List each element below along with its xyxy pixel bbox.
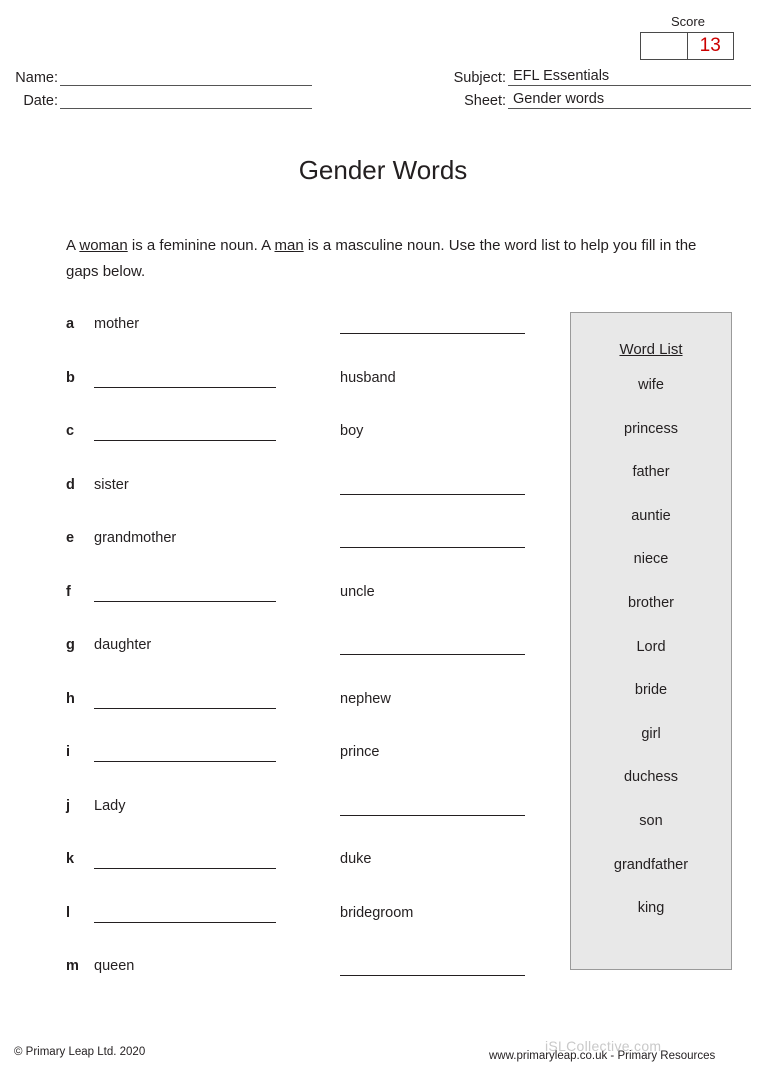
intro-text — [66, 233, 714, 285]
name-input[interactable] — [60, 68, 312, 86]
exercise-letter: i — [66, 744, 71, 760]
sheet-field-row — [443, 91, 751, 109]
footer-copyright: © Primary Leap Ltd. 2020 — [14, 1046, 146, 1058]
word-list-item: son — [639, 812, 663, 829]
subject-label: Subject: — [453, 70, 506, 86]
exercise-blank-right[interactable] — [340, 314, 525, 334]
sheet-value: Gender words — [513, 91, 605, 107]
word-list-item: auntie — [631, 507, 671, 524]
word-list-item: grandfather — [613, 856, 689, 873]
exercise-blank-right[interactable] — [340, 796, 525, 816]
exercise-blank-right[interactable] — [340, 475, 525, 495]
exercise-word-right: husband — [340, 369, 396, 386]
word-list-item: bride — [634, 682, 668, 699]
word-list-item: king — [637, 900, 665, 917]
score-block — [640, 14, 736, 60]
name-field-row — [14, 68, 312, 86]
subject-value: EFL Essentials — [513, 68, 610, 84]
score-total-value: 13 — [699, 35, 721, 56]
exercise-word-right: uncle — [340, 583, 375, 600]
exercise-letter: e — [66, 530, 75, 546]
footer-url: www.primaryleap.co.uk - Primary Resources — [489, 1050, 716, 1062]
page-title: Gender Words — [298, 155, 468, 185]
exercise-letter: b — [66, 369, 75, 386]
word-list-item: girl — [641, 725, 661, 742]
exercise-letter: f — [66, 583, 71, 600]
word-list-panel — [570, 312, 732, 970]
word-list-title: Word List — [619, 341, 683, 358]
exercise-letter: m — [66, 958, 79, 974]
subject-input[interactable] — [508, 68, 751, 86]
score-boxes — [640, 32, 734, 60]
exercise-word-left: daughter — [94, 637, 152, 653]
score-input-box[interactable] — [641, 33, 688, 59]
exercise-blank-right[interactable] — [340, 635, 525, 655]
watermark-text: iSLCollective.com — [545, 1038, 662, 1054]
intro-part-2: is a feminine noun. A — [127, 237, 275, 254]
score-label: Score — [671, 14, 705, 29]
exercise-letter: k — [66, 851, 75, 867]
meta-fields — [0, 68, 766, 118]
exercise-blank-right[interactable] — [340, 956, 525, 976]
date-label: Date: — [23, 93, 58, 109]
exercise-letter: d — [66, 476, 75, 493]
word-list-item: brother — [628, 594, 674, 611]
sheet-input[interactable] — [508, 91, 751, 109]
intro-word-woman: woman — [79, 237, 128, 254]
exercise-word-left: mother — [94, 316, 140, 332]
exercise-blank-left[interactable] — [94, 368, 276, 388]
exercise-blank-left[interactable] — [94, 689, 276, 709]
exercise-letter: h — [66, 690, 75, 707]
intro-word-man: man — [274, 237, 304, 254]
exercise-blank-left[interactable] — [94, 903, 276, 923]
exercise-letter: a — [66, 316, 75, 332]
exercise-word-left: sister — [94, 476, 129, 493]
word-list-items — [571, 364, 731, 931]
word-list-item: father — [632, 464, 670, 481]
word-list-item: niece — [633, 551, 669, 568]
intro-part-1: A — [66, 237, 80, 254]
date-field-row — [14, 91, 312, 109]
exercise-letter: l — [66, 904, 71, 921]
exercise-blank-left[interactable] — [94, 421, 276, 441]
exercise-word-left: queen — [94, 958, 135, 974]
exercise-word-right: prince — [340, 744, 380, 760]
exercise-letter: j — [66, 797, 71, 814]
exercise-blank-left[interactable] — [94, 582, 276, 602]
word-list-item: princess — [624, 420, 678, 437]
sheet-label: Sheet: — [464, 93, 506, 109]
exercise-word-right: duke — [340, 851, 372, 867]
exercise-blank-left[interactable] — [94, 742, 276, 762]
date-input[interactable] — [60, 91, 312, 109]
exercise-letter: g — [66, 637, 75, 653]
word-list-item: Lord — [636, 638, 666, 655]
exercise-blank-right[interactable] — [340, 528, 525, 548]
exercise-word-left: grandmother — [94, 530, 177, 546]
exercise-word-right: nephew — [340, 690, 391, 707]
intro-part-3: is a masculine noun. Use the word list to help you fill in the gaps below. — [66, 237, 697, 280]
exercise-word-left: Lady — [94, 797, 126, 814]
word-list-item: wife — [638, 377, 664, 393]
subject-field-row — [443, 68, 751, 86]
exercise-blank-left[interactable] — [94, 849, 276, 869]
exercise-letter: c — [66, 423, 75, 439]
word-list-item: duchess — [623, 769, 678, 786]
exercise-word-right: bridegroom — [340, 904, 414, 921]
exercise-word-right: boy — [340, 423, 364, 439]
name-label: Name: — [15, 70, 58, 86]
